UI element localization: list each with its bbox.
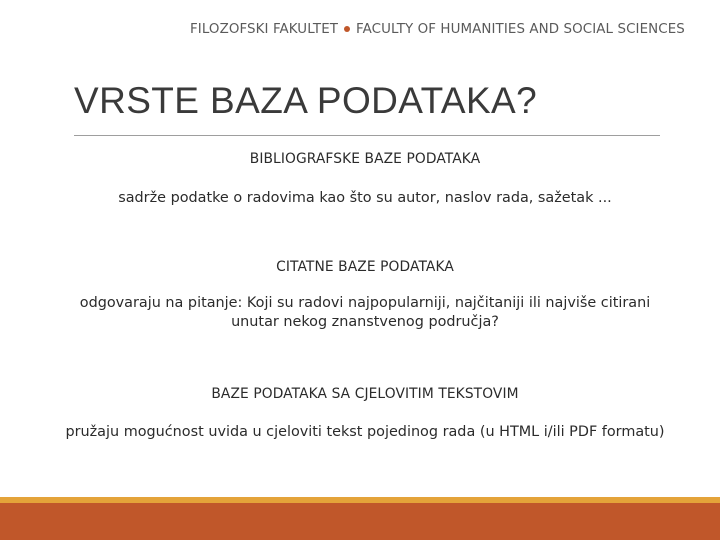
institution-name-hr: FILOZOFSKI FAKULTET bbox=[190, 21, 339, 37]
institution-name-en: FACULTY OF HUMANITIES AND SOCIAL SCIENCES bbox=[356, 21, 685, 37]
footer-accent-strip bbox=[0, 497, 720, 503]
title-divider bbox=[74, 135, 660, 136]
institution-header bbox=[190, 17, 690, 41]
section-heading-citation: CITATNE BAZE PODATAKA bbox=[276, 259, 454, 275]
section-text-bibliographic: sadrže podatke o radovima kao što su autor, naslov rada, sažetak ... bbox=[118, 190, 612, 206]
section-heading-fulltext: BAZE PODATAKA SA CJELOVITIM TEKSTOVIM bbox=[211, 386, 519, 402]
separator-dot-icon bbox=[344, 26, 350, 32]
section-heading-bibliographic: BIBLIOGRAFSKE BAZE PODATAKA bbox=[249, 151, 481, 167]
section-text-fulltext: pružaju mogućnost uvida u cjeloviti tekst pojedinog rada (u HTML i/ili PDF formatu) bbox=[65, 424, 665, 440]
footer-bar bbox=[0, 497, 720, 540]
section-text-citation: odgovaraju na pitanje: Koji su radovi najpopularniji, najčitaniji ili najviše citirani unutar nekog znanstvenog područja? bbox=[79, 295, 651, 330]
slide-title: VRSTE BAZA PODATAKA? bbox=[74, 80, 538, 121]
